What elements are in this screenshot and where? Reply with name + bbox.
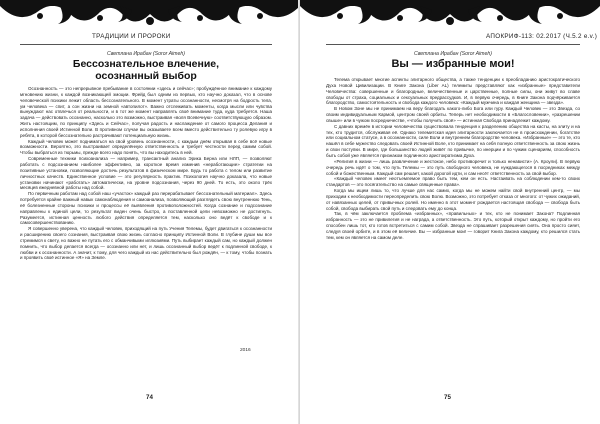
paragraph: «Религия в жизни — лишь развлечение и жестокое, небо противоречит и только ненависти» (А. Кроули). В первую очередь речь идёт о том, что путь Телемы — это путь свободного человека, не нуждающегося в посредниках между собой и божественным. Каждый сам решает, какой дорогой идти, и сам несёт ответственность за свой выбор.: [326, 158, 580, 176]
paragraph: По первичным работам над собой наш «участок» каждый раз перерабатывает бессознательный материал». Здесь потребуется крайне важный навык самонаблюдения и самоанализа, позволяющий разглядеть свою внутреннюю Тень, её болезненные стороны психики и процессы её выявления противоположностей. Когда сознание и подсознание направлены к единой цели, то результат виден очень быстро, а поставленной цели невозможно не достигнуть. Разумеется, истинная ценность любого действия определяется тем, насколько оно ведёт к свободе и к самосовершенствованию.: [20, 191, 272, 226]
article-title: Вы — избранные мои!: [391, 58, 515, 70]
paragraph: Каждый человек может подниматься на свой уровень осознанности, с каждым днём открывая в себе всё новые возможности. Вероятно, это выстраивает определённую ответственность и требует честности перед самим собой. Чтобы выбраться из тюрьмы, прежде всего надо понять, что вы находитесь в ней.: [20, 138, 272, 156]
header-rule: [20, 44, 272, 45]
article-author: Светлана Ирабан (Soror Aimeh): [106, 51, 186, 57]
paragraph: Осознанность — это непрерывное пребывание в состоянии «здесь и сейчас»; пробуждённое внимание к каждому мгновению жизни, к каждой возникающей эмоции. Фрейд был одним из первых, кто научно доказал, что в основе человеческой психики лежит область бессознательного. В момент утраты осознанности, несмотря на бодрость тела, ум человека — спит, а сон жизни на земной «автопилот». Важно отслеживать моменты, когда мысли или чувства вынуждают нас отвлечься от реальности, и в тот же момент направлять своё внимание туда, куда требуется. Наша задача — действовать осознанно, насколько это возможно, выстраивая «воля Всевечную» соответствующую образом. Жить настоящим, по принципу «Здесь и Сейчас», получая радость и наслаждение от самого процесса Делания и исполнения своей Истинной Воли. В противном случае вы оказываете всем вместо действительно ту ролевую игру в ребята, в которой бессознательно растрачивают потенциальную жизнь.: [20, 86, 272, 138]
right-page: [300, 0, 600, 424]
article-body: [326, 77, 580, 407]
section-header: ТРАДИЦИИ И ПРОРОКИ: [92, 33, 171, 40]
article-year: 2016: [240, 348, 251, 353]
article-title: [20, 58, 272, 82]
black-floral-ornament-icon: [0, 0, 300, 30]
header-rule: [326, 44, 580, 45]
paragraph: Когда мы ищем лишь то, что лучше для нас самих, когда мы не можем найти свой внутренний центр, — мы приходим к необходимости переопределить свою Волю. Возможно, это потребует отказа от многого: от чужих ожиданий, от навязанных целей, от привычных ролей. Но именно в этот момент рождается настоящая свобода — свобода быть собой, свобода выбирать свой путь и следовать ему до конца.: [326, 188, 580, 211]
issue-header: АПОКРИФ-113: 02.2017 (Ч.5.2 e.v.): [486, 33, 598, 40]
article-title-line1: Бессознательное влечение,: [72, 58, 220, 70]
paragraph: Я совершенно уверена, что каждый человек, приходящий на путь Учения Телемы, будет двигаться к осознанности и расширению своего сознания, выстраивая свою жизнь согласно принципу Истинной Воли. В глубине души мы все стремимся к свету, но важно не путать его с обманчивыми иллюзиями. Путь выбирает каждый сам, но каждый должен помнить, что выбор делается всегда — осознанно или нет, и лишь осознанный выбор ведёт к подлинной свободе, к любви и к осознанности. А значит, к тому, для чего каждый из нас действительно был рождён, — к тому, чтобы познать и проявить своё истинное «Я» на Земле.: [20, 226, 272, 261]
paragraph: Телема открывает многие аспекты элитарного общества, а также тенденции к преобладанию аристократического Духа Новой Цивилизации. В Книге Закона (Liber AL) телемиты представляют как «избранные» представители Человечества: совершенные и благородные, величественные и царственные, полные силы, они живут во славе свободы от страха, социальных и сексуальных предрассудков. И, в первую очередь, в Книге Закона подчёркивается благородство, самостоятельность и свобода каждого человека: «Каждый мужчина и каждая женщина — звезда».: [326, 77, 580, 106]
paragraph: С давних времён в истории человечества существовала тенденция к разделению общества на касты, на элиту и на тех, кто трудится, обслуживая её. Однако телемитская идея элитарности заключается не в происхождении, богатстве или социальном статусе, а в осознанности, силе Воли и внутреннем благородстве человека. «Избранные» — это те, кто нашёл в себе мужество следовать своей Истинной Воле, кто принимает на себя полную ответственность за свою жизнь и свои поступки. В мире, где большинство людей живёт по привычке, по инерции и по чужим сценариям, способность быть собой уже является признаком подлинного аристократизма Духа.: [326, 123, 580, 158]
article-author: Светлана Ирабан (Soror Aimeh): [413, 51, 493, 57]
paragraph: Современные техники психоанализа — например, трансактный анализ Эрика Берна или НЛП, — позволяют работать с подсознанием наиболее эффективно, за короткое время изменив «неработающие» стратегии на позитивные установки, позволяющие достичь результатов в физическом мире. Будь то работа с телом или развитие личностных качеств. Единственное условие — это регулярность практик. Психология научно доказала, что новые установки начинают «работать» автоматически, на уровне подсознания, через 90 дней. То есть, это около трёх месяцев ежедневной работы над собой.: [20, 156, 272, 191]
paragraph: «Каждый человек имеет неотъемлемое право быть тем, кем он есть. Настаивать на соблюдении кем-то своих стандартов — это посягательство на самые священные права».: [326, 176, 580, 188]
page-number: 74: [146, 394, 153, 401]
article-title-line2: осознанный выбор: [95, 70, 197, 82]
paragraph: Так, в чём заключается проблема «избранных», «правильных» и тех, кто не понимает Закона? Подлинная избранность — это не привилегия и не награда, а ответственность. Это путь, который открыт каждому, но пройти его способен лишь тот, кто готов встретиться с самим собой. Звезда не спрашивает разрешения сиять. Она просто сияет, следуя своей орбите, и в этом её величие. Вы — избранные мои! — говорит Книга Закона каждому, кто решился стать тем, кем он является на самом деле.: [326, 211, 580, 240]
page-number: 75: [444, 394, 451, 401]
paragraph: В Новом Зоне мы не принимаем на веру благодать какого-либо Бога или гуру. Каждый Человек — это Звезда, со своим индивидуальным Кармой, центром своей орбиты. Теперь нет необходимости в «Благословении», «разрешении свыше» или в чужом посредничестве, «чтобы получить своё» — истинная Свобода принадлежит каждому.: [326, 106, 580, 123]
black-floral-ornament-icon: [300, 0, 600, 30]
article-body: [20, 86, 272, 348]
